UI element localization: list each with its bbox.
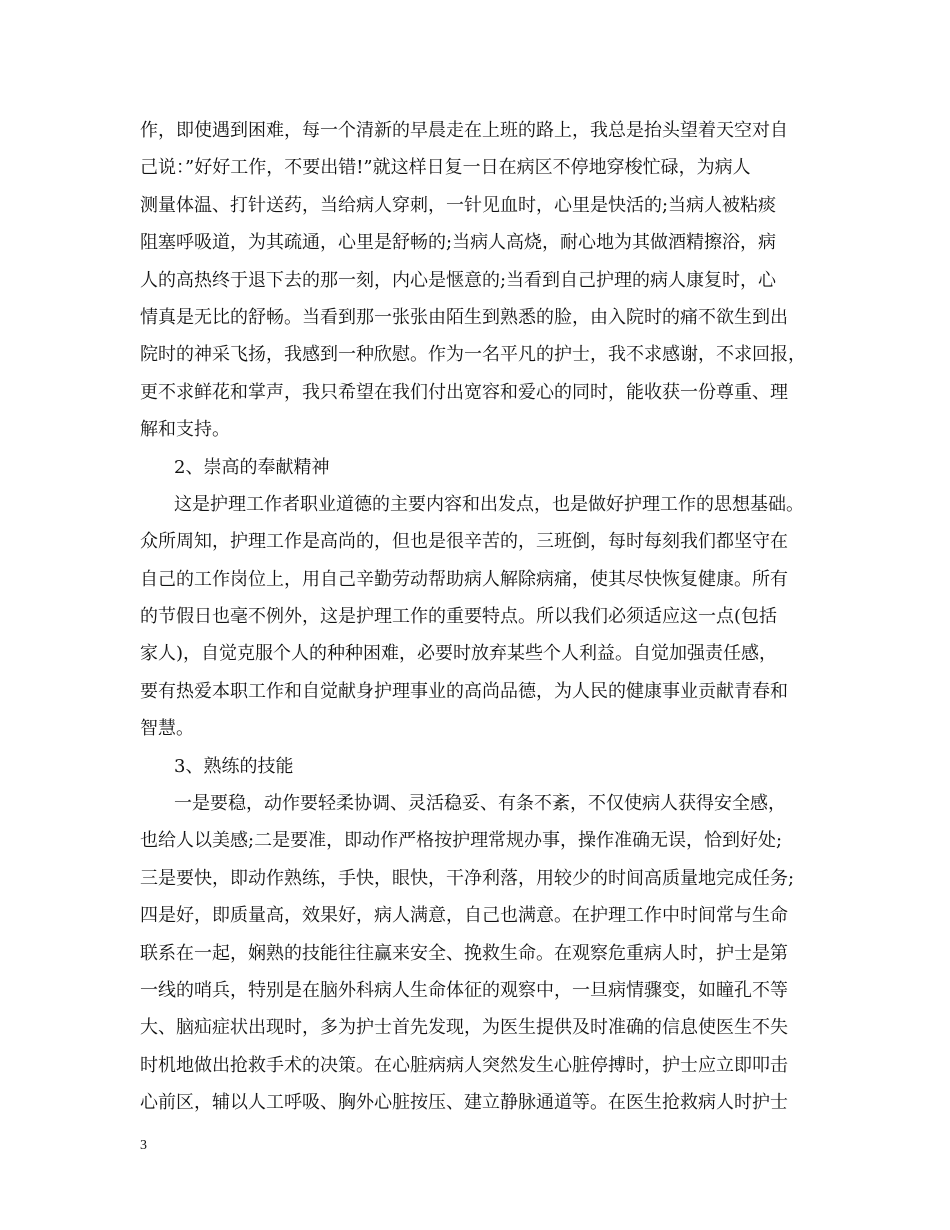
text-line: 这是护理工作者职业道德的主要内容和出发点，也是做好护理工作的思想基础。	[174, 493, 804, 515]
text-line: 也给人以美感;二是要准，即动作严格按护理常规办事，操作准确无误，恰到好处;	[140, 830, 783, 852]
text-line: 解和支持。	[140, 419, 230, 441]
text-line: 要有热爱本职工作和自觉献身护理事业的高尚品德，为人民的健康事业贡献青春和	[140, 680, 788, 702]
document-body	[140, 112, 840, 1122]
text-line: 作，即使遇到困难，每一个清新的早晨走在上班的路上，我总是抬头望着天空对自	[140, 120, 788, 141]
text-line: 情真是无比的舒畅。当看到那一张张由陌生到熟悉的脸，由入院时的痛不欲生到出	[140, 306, 788, 328]
text-line: 人的高热终于退下去的那一刻，内心是惬意的;当看到自己护理的病人康复时，心	[140, 269, 777, 291]
text-line: 心前区，辅以人工呼吸、胸外心脏按压、建立静脉通道等。在医生抢救病人时护士	[140, 1092, 788, 1114]
text-line: 2、崇高的奉献精神	[174, 456, 330, 478]
text-line: 院时的神采飞扬，我感到一种欣慰。作为一名平凡的护士，我不求感谢，不求回报，	[140, 344, 806, 366]
text-line: 三是要快，即动作熟练，手快，眼快，干净利落，用较少的时间高质量地完成任务;	[140, 867, 795, 889]
text-line: 时机地做出抢救手术的决策。在心脏病病人突然发生心脏停搏时，护士应立即叩击	[140, 1054, 788, 1076]
text-line: 家人)，自觉克服个人的种种困难，必要时放弃某些个人利益。自觉加强责任感，	[140, 643, 778, 665]
text-line: 更不求鲜花和掌声，我只希望在我们付出宽容和爱心的同时，能收获一份尊重、理	[140, 381, 788, 403]
text-line: 智慧。	[140, 718, 194, 740]
text-line: 一线的哨兵，特别是在脑外科病人生命体征的观察中，一旦病情骤变，如瞳孔不等	[140, 979, 788, 1001]
text-line: 测量体温、打针送药，当给病人穿刺，一针见血时，心里是快活的;当病人被粘痰	[140, 194, 777, 216]
text-line: 四是好，即质量高，效果好，病人满意，自己也满意。在护理工作中时间常与生命	[140, 905, 788, 927]
page-number: 3	[140, 1138, 147, 1153]
text-line: 一是要稳，动作要轻柔协调、灵活稳妥、有条不紊，不仅使病人获得安全感，	[174, 793, 786, 815]
text-line: 众所周知，护理工作是高尚的，但也是很辛苦的，三班倒，每时每刻我们都坚守在	[140, 531, 788, 553]
text-line: 阻塞呼吸道，为其疏通，心里是舒畅的;当病人高烧，耐心地为其做酒精擦浴，病	[140, 232, 777, 254]
text-line: 3、熟练的技能	[174, 755, 294, 777]
text-line: 的节假日也毫不例外，这是护理工作的重要特点。所以我们必须适应这一点(包括	[140, 606, 778, 628]
text-line: 联系在一起，娴熟的技能往往赢来安全、挽救生命。在观察危重病人时，护士是第	[140, 942, 788, 964]
text-line: 自己的工作岗位上，用自己辛勤劳动帮助病人解除病痛，使其尽快恢复健康。所有	[140, 568, 788, 590]
text-line: 大、脑疝症状出现时，多为护士首先发现，为医生提供及时准确的信息使医生不失	[140, 1017, 788, 1039]
text-line: 己说：”好好工作，不要出错!”就这样日复一日在病区不停地穿梭忙碌，为病人	[140, 157, 751, 179]
